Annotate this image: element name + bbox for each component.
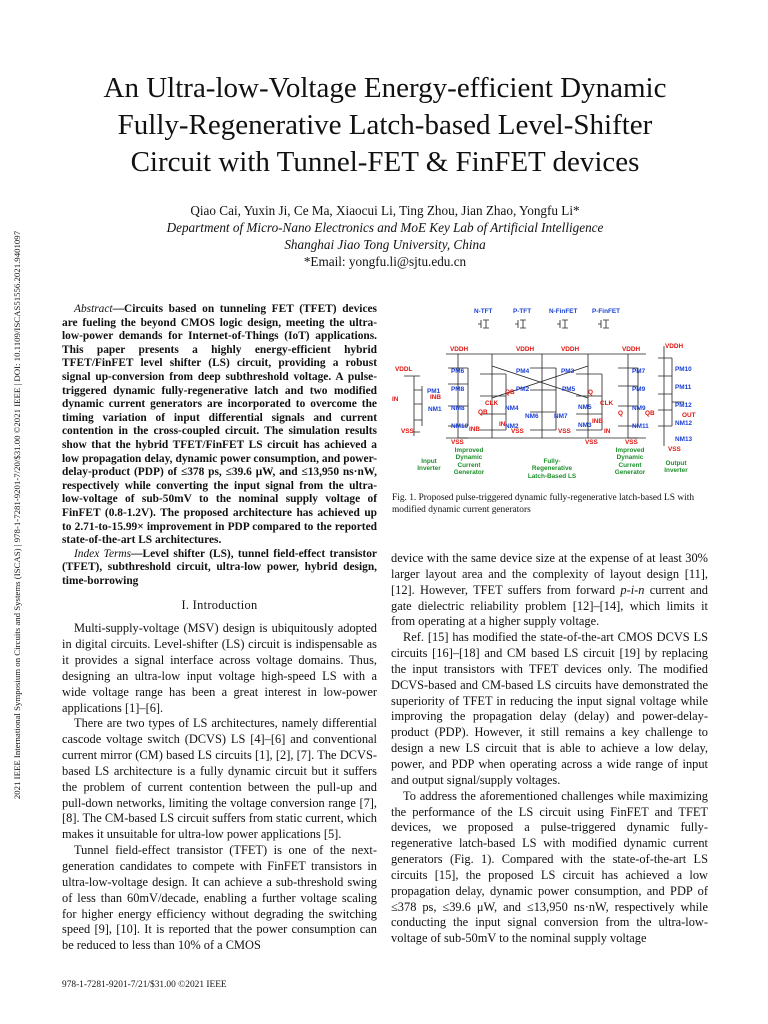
block-latch: Fully- Regenerative Latch-Based LS <box>527 458 577 480</box>
label-qb-1: QB <box>478 409 488 416</box>
label-nm3: NM3 <box>578 422 592 429</box>
label-clk-2: CLK <box>600 400 614 407</box>
label-nm12: NM12 <box>675 420 693 427</box>
block-dcg-right: Improved Dynamic Current Generator <box>614 447 646 477</box>
intro-paragraph-1: Multi-supply-voltage (MSV) design is ubiquitously adopted in digital circuits. Level-shifter (LS) circuit is indispensable as it provides a signal interface across voltage domains. Thus, designing an ultra-low input voltage high-speed LS with a wide voltage range has been a great interest in low-power applications [1]–[6]. <box>62 621 377 715</box>
label-nm8: NM8 <box>451 405 465 412</box>
label-vss-5: VSS <box>585 439 598 446</box>
label-nm10: NM10 <box>451 423 469 430</box>
label-pm6: PM6 <box>451 368 465 375</box>
label-nm13: NM13 <box>675 436 693 443</box>
affiliation-line-1: Department of Micro-Nano Electronics and MoE Key Lab of Artificial Intelligence <box>166 220 604 235</box>
index-terms-label: Index Terms <box>74 547 132 560</box>
label-nm5: NM5 <box>578 404 592 411</box>
title-line-1: An Ultra-low-Voltage Energy-efficient Dynamic <box>103 72 667 104</box>
legend-n-finfet: N-FinFET <box>549 308 578 315</box>
abstract-text: Circuits based on tunneling FET (TFET) devices are fueling the beyond CMOS logic design, meeting the ultra-low-power demands for Internet-of-Things (IoT) applications. This paper presents a highly energy-efficient hybrid TFET/FinFET level shifter (LS) circuit, providing a robust signal up-conversion from deep subthreshold voltage. A pulse-triggered dynamic fully-regenerative latch and two modified dynamic current generators are incorporated to overcome the timing variation of input differential signals and current contention in the cross-coupled circuit. The simulation results show that the hybrid TFET/FinFET LS circuit has achieved a low propagation delay, dynamic power consumption, and power-delay-product (PDP) of ≤378 ps, ≤39.6 μW, and ≤13,950 ns·nW, respectively while converting the input signal from the ultra-low-voltage of sub-50mV to the nominal supply voltage of FinFET (0.8-1.2V). The proposed architecture has achieved up to 2.71-to-15.99× improvement in PDP compared to the reported state-of-the-art LS architectures. <box>62 303 377 547</box>
affiliation-line-2: Shanghai Jiao Tong University, China <box>284 237 486 252</box>
right-paragraph-2: Ref. [15] has modified the state-of-the-art CMOS DCVS LS circuits [16]–[18] and CM based LS circuit [19] by replacing the input transistors with TFET devices only. The modified DCVS-based and CM-based LS circuits have demonstrated the superiority of TFET in reducing the input signal voltage while improving the propagation delay (delay) and power-delay-product (PDP). However, it still remains a key challenge to design a new LS circuit that is able to achieve a low delay, power, and PDP when operating across a wide range of input and output signal/supply voltages. <box>391 630 708 787</box>
label-vddh-1: VDDH <box>450 346 469 353</box>
right-p1-b: current and gate dielectric reliability problem [12]–[14], which limits it from operating at a higher supply voltage. <box>391 582 708 629</box>
legend-p-tft: P-TFT <box>513 308 532 315</box>
right-p1-pin: p-i-n <box>620 582 645 597</box>
label-nm6: NM6 <box>525 413 539 420</box>
label-pm11: PM11 <box>675 384 692 391</box>
label-vddh-4: VDDH <box>622 346 641 353</box>
label-inb-3: INB <box>592 418 604 425</box>
author-block <box>60 202 710 270</box>
label-vddh-2: VDDH <box>516 346 535 353</box>
right-paragraph-1 <box>391 551 708 630</box>
label-pm2: PM2 <box>516 386 530 393</box>
title-line-2: Fully-Regenerative Latch-based Level-Shifter <box>117 109 653 141</box>
label-inb-2: INB <box>469 426 481 433</box>
label-vss-3: VSS <box>511 428 524 435</box>
footer-copyright: 978-1-7281-9201-7/21/$31.00 ©2021 IEEE <box>62 980 227 990</box>
label-vss-1: VSS <box>401 428 414 435</box>
abstract-label: Abstract <box>74 303 113 315</box>
abstract <box>62 303 377 548</box>
index-terms-text: Level shifter (LS), tunnel field-effect transistor (TFET), subthreshold circuit, ultra-low power, hybrid design, time-borrowing <box>62 547 377 587</box>
label-pm3: PM3 <box>561 368 575 375</box>
right-paragraph-3: To address the aforementioned challenges while maximizing the performance of the LS circuit using FinFET and TFET devices, we proposed a pulse-triggered dynamic fully-regenerative latch-based LS with modified dynamic current generators (Fig. 1). Compared with the state-of-the-art LS circuits [15], the proposed LS circuit has achieved a low propagation delay, dynamic power consumption, and PDP of ≤378 ps, ≤39.6 μW, and ≤13,950 ns·nW, respectively while conducting the input signal conversion from the ultra-low-voltage of sub-50mV to the nominal supply voltage <box>391 788 708 946</box>
label-nm2: NM2 <box>505 423 519 430</box>
legend-p-finfet: P-FinFET <box>592 308 621 315</box>
abstract-dash: — <box>112 303 124 315</box>
right-column <box>391 551 708 947</box>
label-vss-7: VSS <box>668 446 681 453</box>
label-pm7: PM7 <box>632 368 646 375</box>
label-vss-6: VSS <box>625 439 638 446</box>
label-vddh-5: VDDH <box>665 343 684 350</box>
label-vddh-3: VDDH <box>561 346 580 353</box>
label-nm1: NM1 <box>428 406 442 413</box>
author-email: *Email: yongfu.li@sjtu.edu.cn <box>303 254 467 269</box>
label-qb-2: QB <box>505 389 515 396</box>
label-pm5: PM5 <box>562 386 576 393</box>
label-qb-3: QB <box>645 410 655 417</box>
figure-caption: Fig. 1. Proposed pulse-triggered dynamic fully-regenerative latch-based LS with modified dynamic current generators <box>392 493 695 515</box>
right-p1-a: device with the same device size at the expense of at least 30% larger layout area and the complexity of layout design [11], [12]. However, TFET suffers from forward <box>391 551 708 597</box>
index-terms-dash: — <box>131 547 143 560</box>
intro-paragraph-3: Tunnel field-effect transistor (TFET) is one of the next-generation candidates to compete with FinFET transistors in ultra-low-voltage design. It can achieve a sub-threshold swing of less than 60mV/decade, enabling a further voltage scaling for higher energy efficiency without degrading the switching speed [9], [10]. It is reported that the power consumption can be reduced to less than 10% of a CMOS <box>62 843 377 953</box>
circuit-figure <box>392 306 714 486</box>
author-names: Qiao Cai, Yuxin Ji, Ce Ma, Xiaocui Li, Ting Zhou, Jian Zhao, Yongfu Li* <box>190 203 580 218</box>
label-clk-1: CLK <box>485 400 499 407</box>
index-terms <box>62 548 377 589</box>
block-output-inverter: Output Inverter <box>664 460 688 475</box>
label-nm4: NM4 <box>505 405 519 412</box>
block-input-inverter: Input Inverter <box>417 458 441 473</box>
label-nm7: NM7 <box>554 413 568 420</box>
label-q-2: Q <box>618 410 623 417</box>
left-column <box>62 303 377 954</box>
paper-title <box>60 70 710 181</box>
label-vddl: VDDL <box>395 366 413 373</box>
legend-n-tft: N-TFT <box>474 308 493 315</box>
label-vss-2: VSS <box>451 439 464 446</box>
block-dcg-left: Improved Dynamic Current Generator <box>453 447 485 477</box>
label-in: IN <box>392 396 399 403</box>
section-heading: I. Introduction <box>181 598 258 613</box>
label-nm11: NM11 <box>632 423 649 430</box>
label-in-2: IN <box>499 421 506 428</box>
intro-paragraph-2: There are two types of LS architectures, namely differential cascode voltage switch (DCVS) LS [4]–[6] and conventional current mirror (CM) based LS circuits [1], [2], [7]. The DCVS-based LS architecture is a fully dynamic circuit but it suffers the problem of current contention between the pull-up and pull-down networks, limiting the voltage conversion range [7], [8]. The CM-based LS circuit suffers from static current, which makes it unsuitable for ultra-low power applications [5]. <box>62 716 377 842</box>
label-q-1: Q <box>588 389 593 396</box>
label-vss-4: VSS <box>558 428 571 435</box>
label-nm9: NM9 <box>632 405 646 412</box>
label-pm12: PM12 <box>675 402 692 409</box>
sidebar-doi-strip <box>6 175 28 855</box>
sidebar-text: 2021 IEEE International Symposium on Circuits and Systems (ISCAS) | 978-1-7281-9201-7/20/$31.00 ©2021 IEEE | DOI: 10.1109/ISCAS51556.2021.9401097 <box>12 230 22 800</box>
title-line-3: Circuit with Tunnel-FET & FinFET devices <box>130 146 640 178</box>
label-pm8: PM8 <box>451 386 465 393</box>
label-pm4: PM4 <box>516 368 530 375</box>
label-pm1: PM1 <box>427 388 441 395</box>
label-in-3: IN <box>604 428 611 435</box>
label-out: OUT <box>682 412 696 419</box>
label-pm10: PM10 <box>675 366 692 373</box>
label-inb-1: INB <box>430 394 442 401</box>
label-pm9: PM9 <box>632 386 646 393</box>
